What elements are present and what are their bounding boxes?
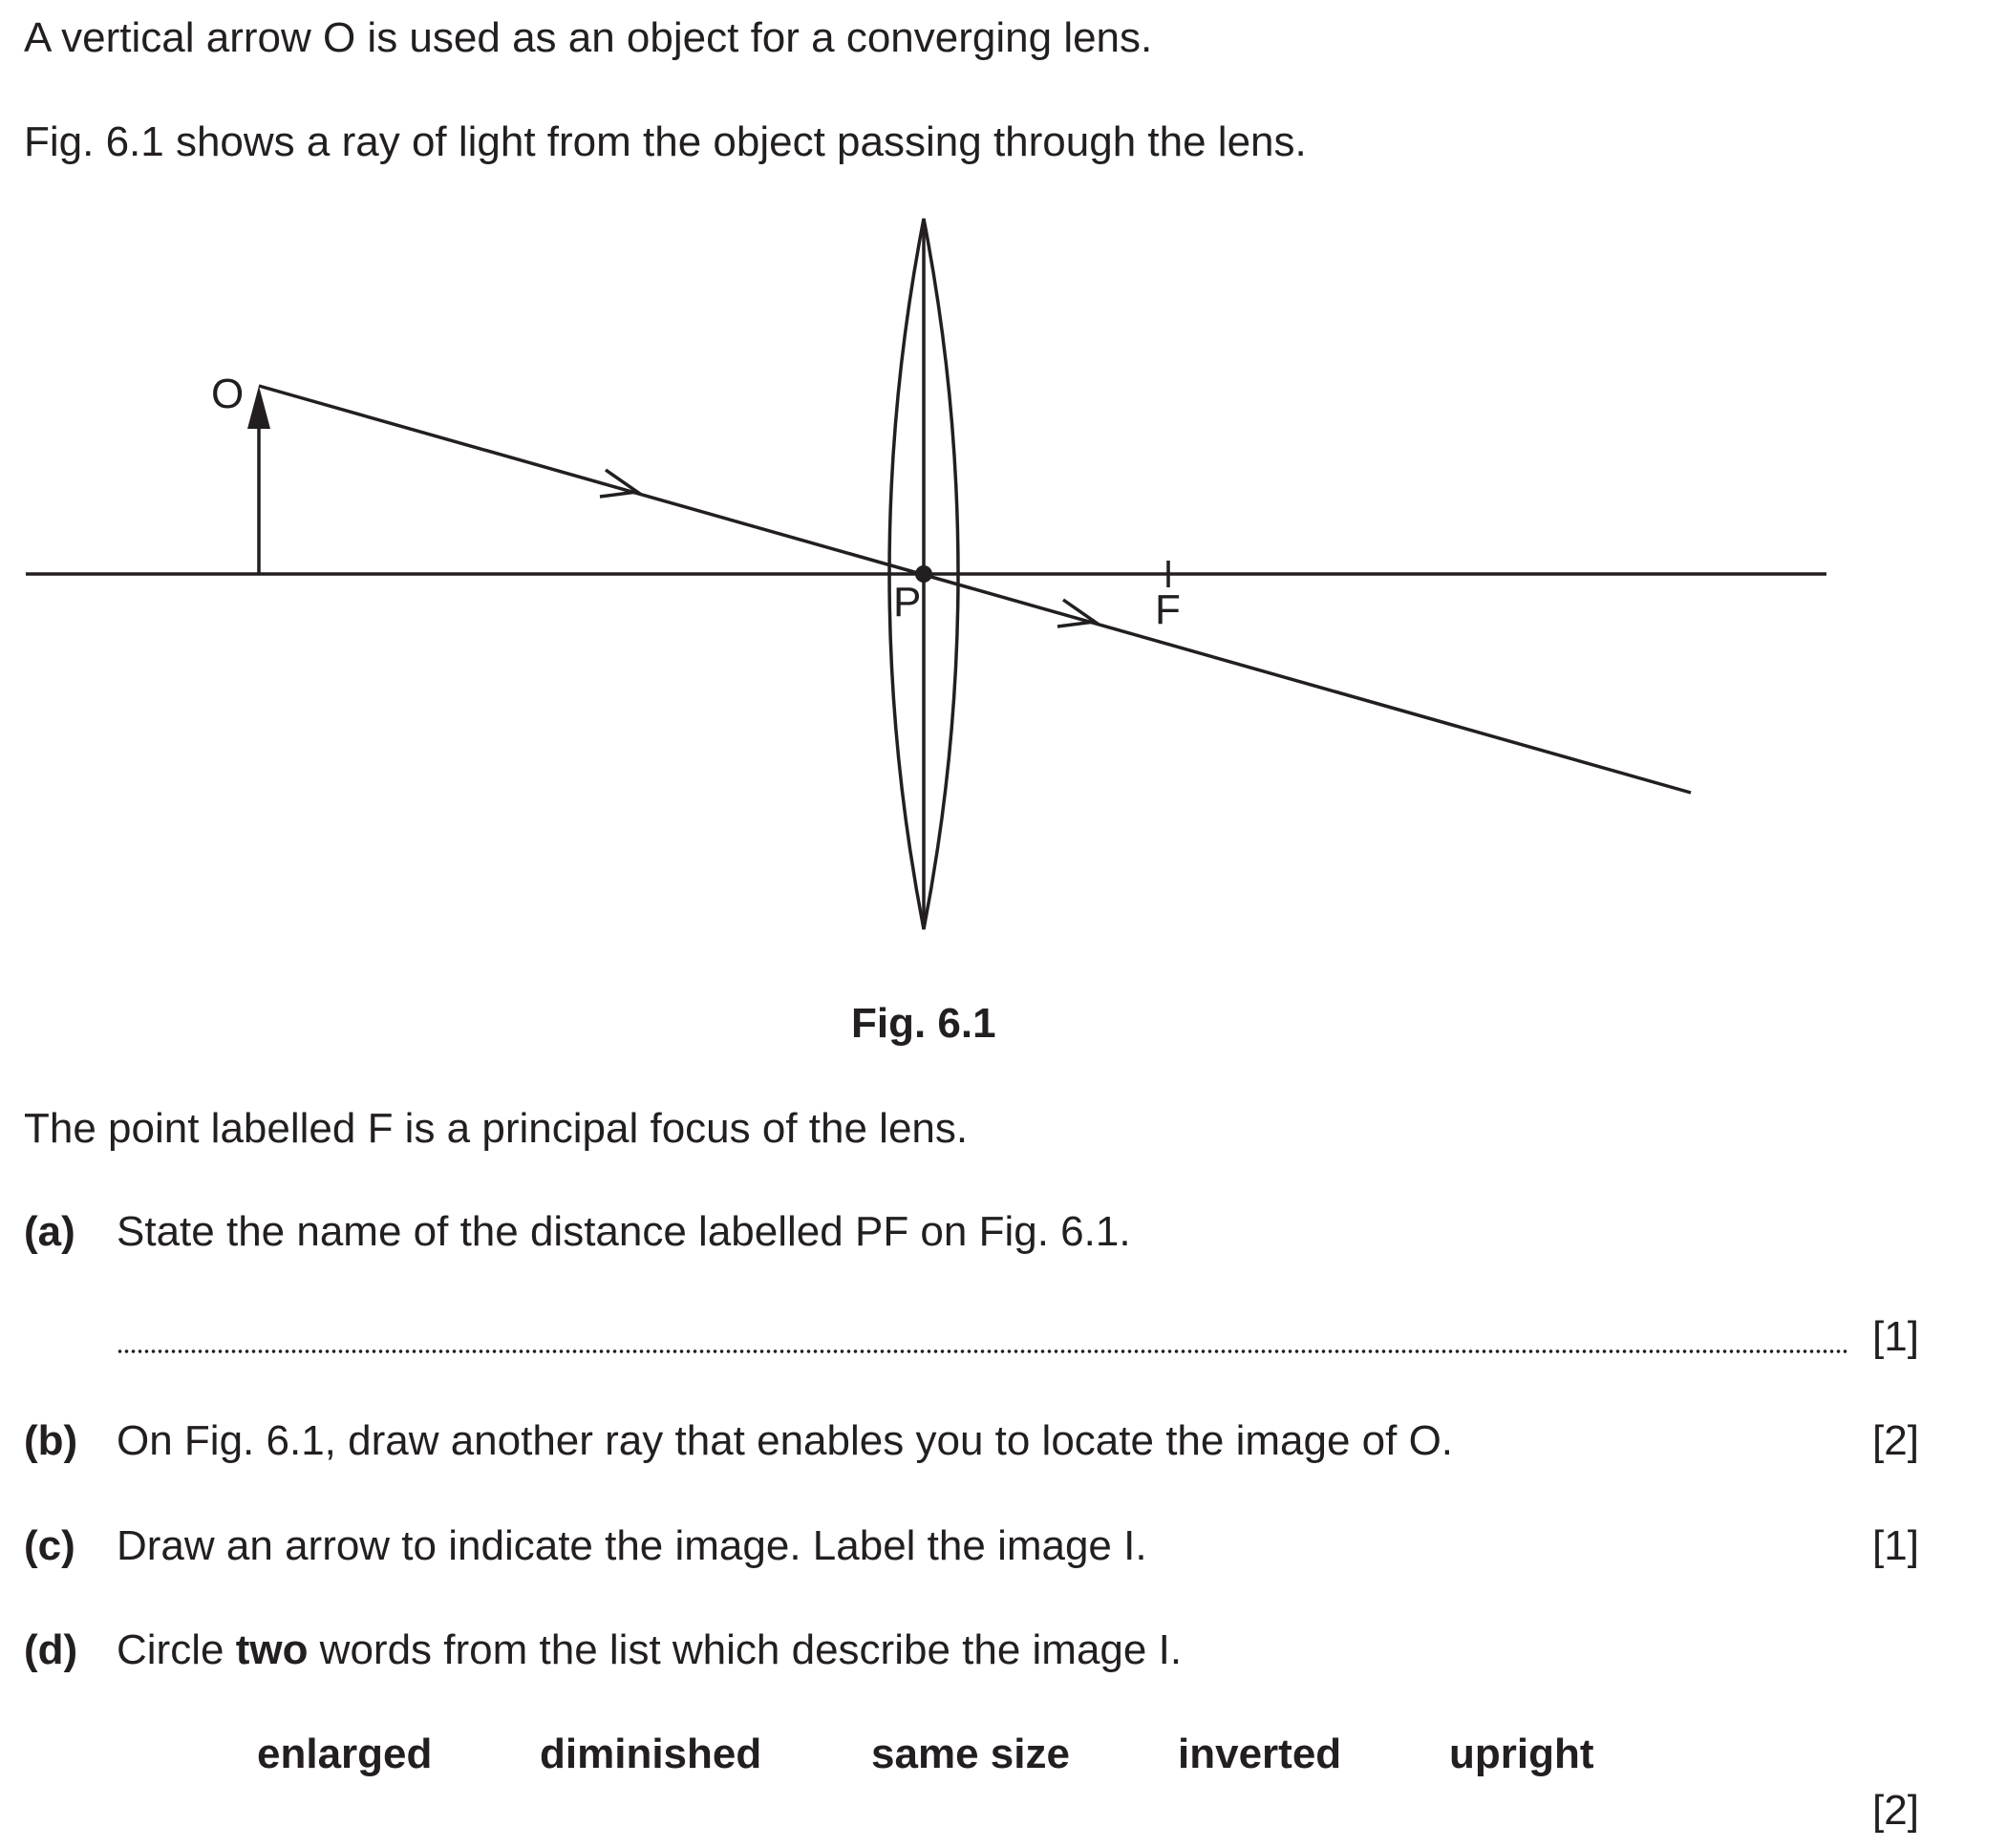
intro-line-2: Fig. 6.1 shows a ray of light from the object passing through the lens. [24, 118, 1307, 165]
question-b-text: On Fig. 6.1, draw another ray that enables you to locate the image of O. [117, 1417, 1454, 1464]
question-d-label: (d) [24, 1626, 78, 1673]
question-a-text: State the name of the distance labelled PF on Fig. 6.1. [117, 1208, 1131, 1255]
figure-caption: Fig. 6.1 [851, 1000, 996, 1047]
option-upright[interactable]: upright [1449, 1731, 1594, 1777]
label-f: F [1155, 586, 1181, 633]
question-c-marks: [1] [1872, 1522, 1919, 1569]
question-d-marks: [2] [1872, 1787, 1919, 1834]
question-d-text-bold: two [235, 1626, 309, 1673]
question-d-text [117, 1626, 1183, 1673]
question-c-text: Draw an arrow to indicate the image. Label the image I. [117, 1522, 1147, 1569]
question-d-text-before: Circle [117, 1626, 236, 1673]
question-b-marks: [2] [1872, 1417, 1919, 1464]
question-a-label: (a) [24, 1208, 75, 1255]
answer-line-a[interactable] [117, 1349, 1847, 1354]
light-ray [259, 386, 1691, 793]
label-o: O [211, 371, 245, 417]
question-c-label: (c) [24, 1522, 75, 1569]
option-inverted[interactable]: inverted [1178, 1731, 1342, 1777]
option-diminished[interactable]: diminished [540, 1731, 762, 1777]
option-enlarged[interactable]: enlarged [257, 1731, 433, 1777]
label-p: P [893, 579, 922, 626]
question-a-marks: [1] [1872, 1313, 1919, 1360]
option-same-size[interactable]: same size [871, 1731, 1070, 1777]
object-arrow-head [247, 386, 270, 429]
focus-statement: The point labelled F is a principal focus of the lens. [24, 1105, 969, 1152]
intro-line-1: A vertical arrow O is used as an object for a converging lens. [24, 14, 1153, 61]
question-b-label: (b) [24, 1417, 78, 1464]
question-d-text-after: words from the list which describe the image I. [308, 1626, 1183, 1673]
